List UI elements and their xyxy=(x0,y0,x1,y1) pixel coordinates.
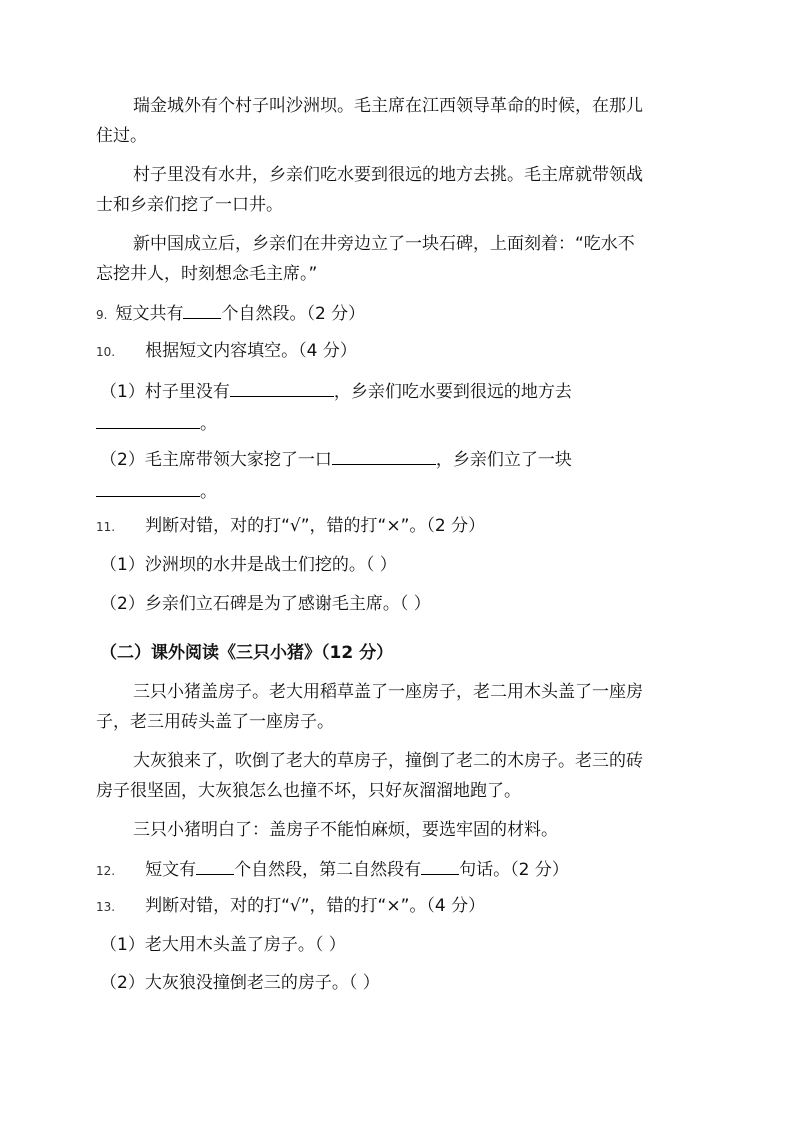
item-text: ，乡亲们立了一块 xyxy=(435,450,572,470)
passage1-p1-line1: 瑞金城外有个村子叫沙洲坝。毛主席在江西领导革命的时候，在那儿 xyxy=(133,96,643,116)
answer-blank[interactable] xyxy=(196,856,234,875)
question-12 xyxy=(96,856,569,883)
section-2-title: （二）课外阅读《三只小猪》（12 分） xyxy=(100,643,394,663)
question-10-item-1-cont xyxy=(96,410,217,436)
item-text: 。 xyxy=(200,414,217,434)
question-number: 10. xyxy=(96,345,116,359)
question-10 xyxy=(96,339,357,364)
passage1-p3-line1: 新中国成立后，乡亲们在井旁边立了一块石碑，上面刻着：“吃水不 xyxy=(133,234,635,254)
item-text: 。 xyxy=(200,482,217,502)
passage2-p2-line1: 大灰狼来了，吹倒了老大的草房子，撞倒了老二的木房子。老三的砖 xyxy=(133,751,643,771)
question-text: 判断对错，对的打“√”，错的打“×”。（2 分） xyxy=(145,516,486,536)
answer-blank[interactable] xyxy=(230,378,334,397)
question-10-item-2-cont xyxy=(96,478,217,504)
answer-blank[interactable] xyxy=(183,300,221,319)
question-13-item-1[interactable]: （1）老大用木头盖了房子。（ ） xyxy=(100,935,346,955)
question-number: 13. xyxy=(96,900,116,914)
passage1-p2-line2: 士和乡亲们挖了一口井。 xyxy=(96,195,283,215)
question-11 xyxy=(96,514,485,539)
answer-blank[interactable] xyxy=(96,410,200,429)
answer-blank[interactable] xyxy=(332,446,436,465)
passage1-p1-line2: 住过。 xyxy=(96,126,147,146)
answer-blank[interactable] xyxy=(421,856,459,875)
question-text: 个自然段，第二自然段有 xyxy=(234,860,422,880)
question-text: 判断对错，对的打“√”，错的打“×”。（4 分） xyxy=(145,896,486,916)
question-number: 11. xyxy=(96,520,116,534)
passage2-p1-line1: 三只小猪盖房子。老大用稻草盖了一座房子，老二用木头盖了一座房 xyxy=(133,682,643,702)
question-text: 句话。（2 分） xyxy=(459,860,569,880)
passage1-p3-line2: 忘挖井人，时刻想念毛主席。” xyxy=(96,264,318,284)
question-10-item-1 xyxy=(100,378,572,404)
question-13-item-2[interactable]: （2）大灰狼没撞倒老三的房子。（ ） xyxy=(100,973,380,993)
answer-blank[interactable] xyxy=(96,478,200,497)
question-text: 个自然段。（2 分） xyxy=(221,304,366,324)
item-text: ，乡亲们吃水要到很远的地方去 xyxy=(333,382,572,402)
question-11-item-1[interactable]: （1）沙洲坝的水井是战士们挖的。（ ） xyxy=(100,555,397,575)
passage2-p3-line1: 三只小猪明白了：盖房子不能怕麻烦，要选牢固的材料。 xyxy=(133,820,558,840)
item-text: （2）毛主席带领大家挖了一口 xyxy=(100,450,332,470)
question-text: 短文有 xyxy=(145,860,197,880)
passage2-p2-line2: 房子很坚固，大灰狼怎么也撞不坏，只好灰溜溜地跑了。 xyxy=(96,781,521,801)
question-number: 9. xyxy=(96,308,108,322)
question-text: 根据短文内容填空。（4 分） xyxy=(145,341,357,361)
question-11-item-2[interactable]: （2）乡亲们立石碑是为了感谢毛主席。（ ） xyxy=(100,594,431,614)
passage1-p2-line1: 村子里没有水井，乡亲们吃水要到很远的地方去挑。毛主席就带领战 xyxy=(133,165,643,185)
question-13 xyxy=(96,894,485,919)
passage2-p1-line2: 子，老三用砖头盖了一座房子。 xyxy=(96,712,334,732)
item-text: （1）村子里没有 xyxy=(100,382,230,402)
question-9 xyxy=(96,300,365,327)
question-text: 短文共有 xyxy=(115,304,184,324)
question-number: 12. xyxy=(96,864,116,878)
question-10-item-2 xyxy=(100,446,572,472)
